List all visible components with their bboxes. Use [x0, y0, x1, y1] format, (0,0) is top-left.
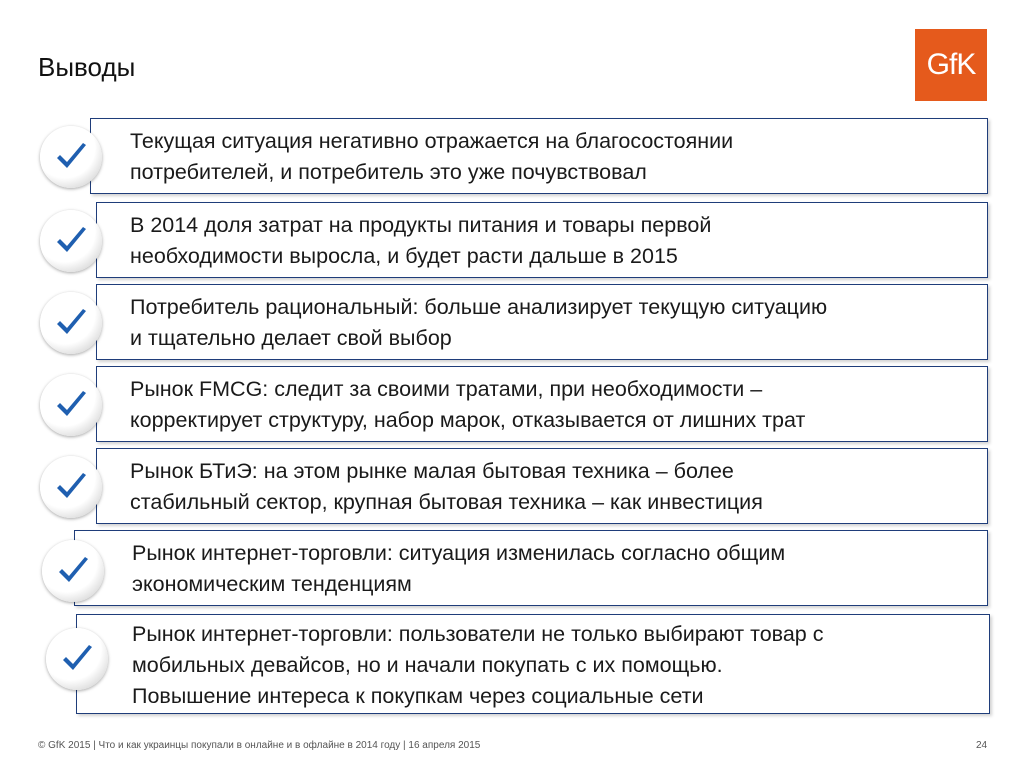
conclusion-text-7: [132, 619, 824, 712]
conclusion-text-5: [130, 456, 763, 518]
conclusion-text-4: [130, 374, 805, 436]
conclusion-line: В 2014 доля затрат на продукты питания и товары первой: [130, 213, 712, 237]
conclusion-line: стабильный сектор, крупная бытовая техника – как инвестиция: [130, 490, 763, 514]
conclusion-line: Рынок интернет-торговли: пользователи не только выбирают товар с: [132, 622, 824, 646]
conclusion-line: Рынок FMCG: следит за своими тратами, при необходимости –: [130, 377, 763, 401]
conclusion-line: потребителей, и потребитель это уже почувствовал: [130, 160, 647, 184]
conclusion-text-2: [130, 210, 711, 272]
check-icon: [42, 540, 104, 602]
check-icon: [46, 628, 108, 690]
conclusion-line: мобильных девайсов, но и начали покупать с их помощью.: [132, 653, 723, 677]
conclusion-line: Рынок БТиЭ: на этом рынке малая бытовая техника – более: [130, 459, 734, 483]
conclusion-text-1: [130, 126, 733, 188]
conclusion-line: необходимости выросла, и будет расти дальше в 2015: [130, 244, 678, 268]
conclusion-line: Повышение интереса к покупкам через социальные сети: [132, 684, 704, 708]
conclusion-text-3: [130, 292, 827, 354]
gfk-logo: GfK: [915, 29, 987, 101]
check-icon: [40, 456, 102, 518]
conclusion-text-6: [132, 538, 785, 600]
check-icon: [40, 374, 102, 436]
slide-title: Выводы: [38, 52, 136, 82]
conclusion-line: Текущая ситуация негативно отражается на благосостоянии: [130, 129, 734, 153]
check-icon: [40, 210, 102, 272]
conclusion-line: Рынок интернет-торговли: ситуация изменилась согласно общим: [132, 541, 786, 565]
page-number: 24: [976, 740, 988, 751]
check-icon: [40, 126, 102, 188]
conclusion-line: корректирует структуру, набор марок, отказывается от лишних трат: [130, 408, 806, 432]
check-icon: [40, 292, 102, 354]
conclusion-line: экономическим тенденциям: [132, 572, 412, 596]
conclusion-line: Потребитель рациональный: больше анализирует текущую ситуацию: [130, 295, 828, 319]
conclusion-line: и тщательно делает свой выбор: [130, 326, 452, 350]
slide-footer: © GfK 2015 | Что и как украинцы покупали в онлайне и в офлайне в 2014 году | 16 апреля 2015: [38, 740, 481, 751]
